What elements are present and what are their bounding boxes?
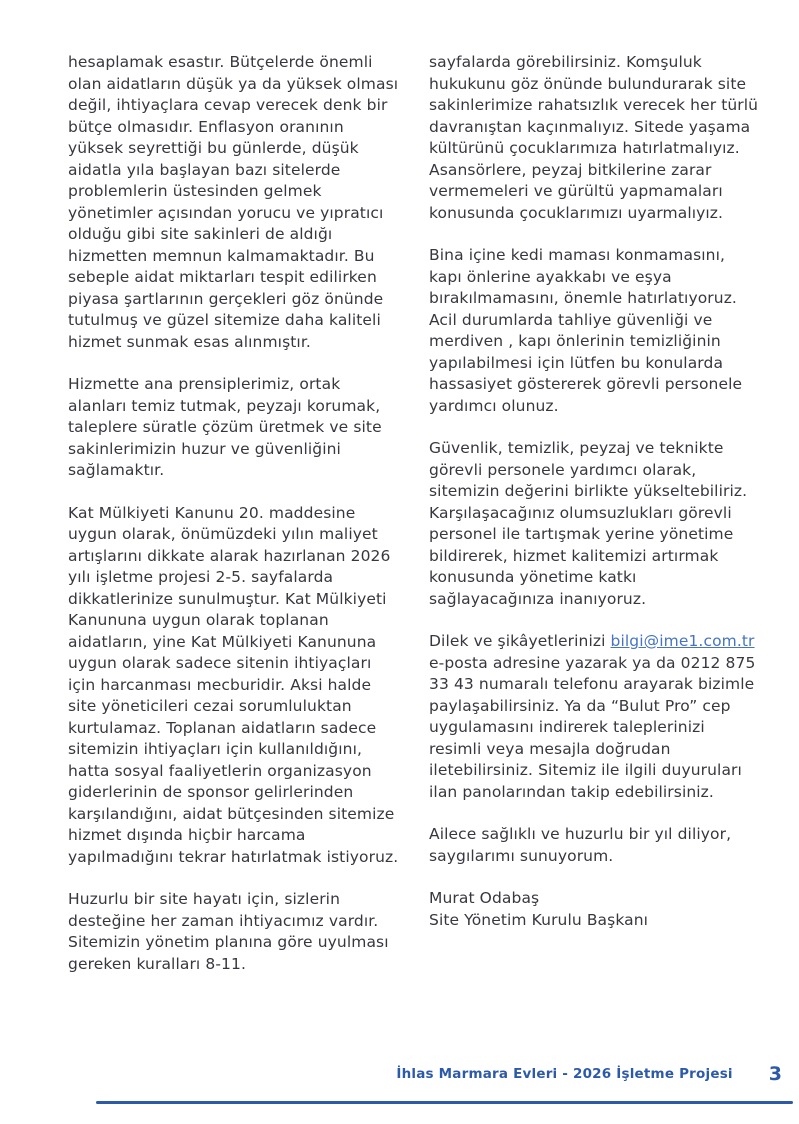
paragraph-contact [429,631,762,803]
paragraph-principles: Hizmette ana prensiplerimiz, ortak alanları temiz tutmak, peyzajı korumak, taleplere süratle çözüm üretmek ve site sakinlerimizin huzur ve güvenliğini sağlamaktır. [68,375,382,479]
paragraph-budget: hesaplamak esastır. Bütçelerde önemli olan aidatların düşük ya da yüksek olması değil, ihtiyaçlara cevap verecek denk bir bütçe olmasıdır. Enflasyon oranının yüksek seyrettiği bu günlerde, düşük aidatla yıla başlayan bazı sitelerde problemlerin üstesinden gelmek yönetimler açısından yorucu ve yıpratıcı olduğu gibi site sakinleri de aldığı hizmetten memnun kalmamaktadır. Bu sebeple aidat miktarları tespit edilirken piyasa şartlarının gerçekleri göz önünde tutulmuş ve güzel sitemize daha kaliteli hizmet sunmak esas alınmıştır. [68,53,399,351]
two-column-text [68,52,762,996]
paragraph-neighborhood: sayfalarda görebilirsiniz. Komşuluk hukukunu göz önünde bulundurarak site sakinlerimize rahatsızlık verecek her türlü davranıştan kaçınmalıyız. Sitede yaşama kültürünü çocuklarımıza hatırlatmalıyız. Asansörlere, peyzaj bitkilerine zarar vermemeleri ve gürültü yapmamaları konusunda çocuklarımızı uyarmalıyız. [429,53,759,222]
contact-text-post: e-posta adresine yazarak ya da 0212 875 33 43 numaralı telefonu arayarak bizimle paylaşabilirsiniz. Ya da “Bulut Pro” cep uygulamasını indirerek taleplerinizi resimli veya mesajla doğrudan iletebilirsiniz. Sitemiz ile ilgili duyuruları ilan panolarından takip edebilirsiniz. [429,653,756,801]
paragraph-law: Kat Mülkiyeti Kanunu 20. maddesine uygun olarak, önümüzdeki yılın maliyet artışlarını dikkate alarak hazırlanan 2026 yılı işletme projesi 2-5. sayfalarda dikkatlerinize sunulmuştur. Kat Mülkiyeti Kanununa uygun olarak toplanan aidatların, yine Kat Mülkiyeti Kanununa uygun olarak sadece sitenin ihtiyaçları için harcanması mecburidir. Aksi halde site yöneticileri cezai sorumluluktan kurtulamaz. Toplanan aidatların sadece sitemizin ihtiyaçları için kullanıldığını, hatta sosyal faaliyetlerin organizasyon giderlerinin de sponsor gelirlerinden karşılandığını, aidat bütçesinden sitemize hizmet dışında hiçbir harcama yapılmadığını tekrar hatırlatmak istiyoruz. [68,503,399,866]
signature-block [429,888,762,931]
footer-rule [96,1101,793,1104]
email-link[interactable]: bilgi@ime1.com.tr [610,632,755,650]
contact-text-pre: Dilek ve şikâyetlerinizi [429,632,611,650]
page-number: 3 [768,1063,782,1085]
right-column [429,52,762,996]
paragraph-support: Huzurlu bir site hayatı için, sizlerin desteğine her zaman ihtiyacımız vardır. Sitemizin yönetim planına göre uyulması gereken kuralları 8-11. [68,890,389,973]
paragraph-closing: Ailece sağlıklı ve huzurlu bir yıl diliyor, saygılarımı sunuyorum. [429,825,732,865]
signature-name: Murat Odabaş [429,889,540,907]
footer-title: İhlas Marmara Evleri - 2026 İşletme Projesi [396,1066,733,1082]
left-column [68,52,401,996]
signature-title: Site Yönetim Kurulu Başkanı [429,910,649,929]
paragraph-personnel: Güvenlik, temizlik, peyzaj ve teknikte görevli personele yardımcı olarak, sitemizin değerini birlikte yükseltebiliriz. Karşılaşacağınız olumsuzlukları görevli personel ile tartışmak yerine yönetime bildirerek, hizmet kalitemizi artırmak konusunda yönetime katkı sağlayacağınıza inanıyoruz. [429,439,748,608]
page-footer [396,1063,782,1085]
paragraph-reminders: Bina içine kedi maması konmamasını, kapı önlerine ayakkabı ve eşya bırakılmamasını, önemle hatırlatıyoruz. Acil durumlarda tahliye güvenliği ve merdiven , kapı önlerinin temizliğinin yapılabilmesi için lütfen bu konularda hassasiyet göstererek görevli personele yardımcı olunuz. [429,246,743,415]
